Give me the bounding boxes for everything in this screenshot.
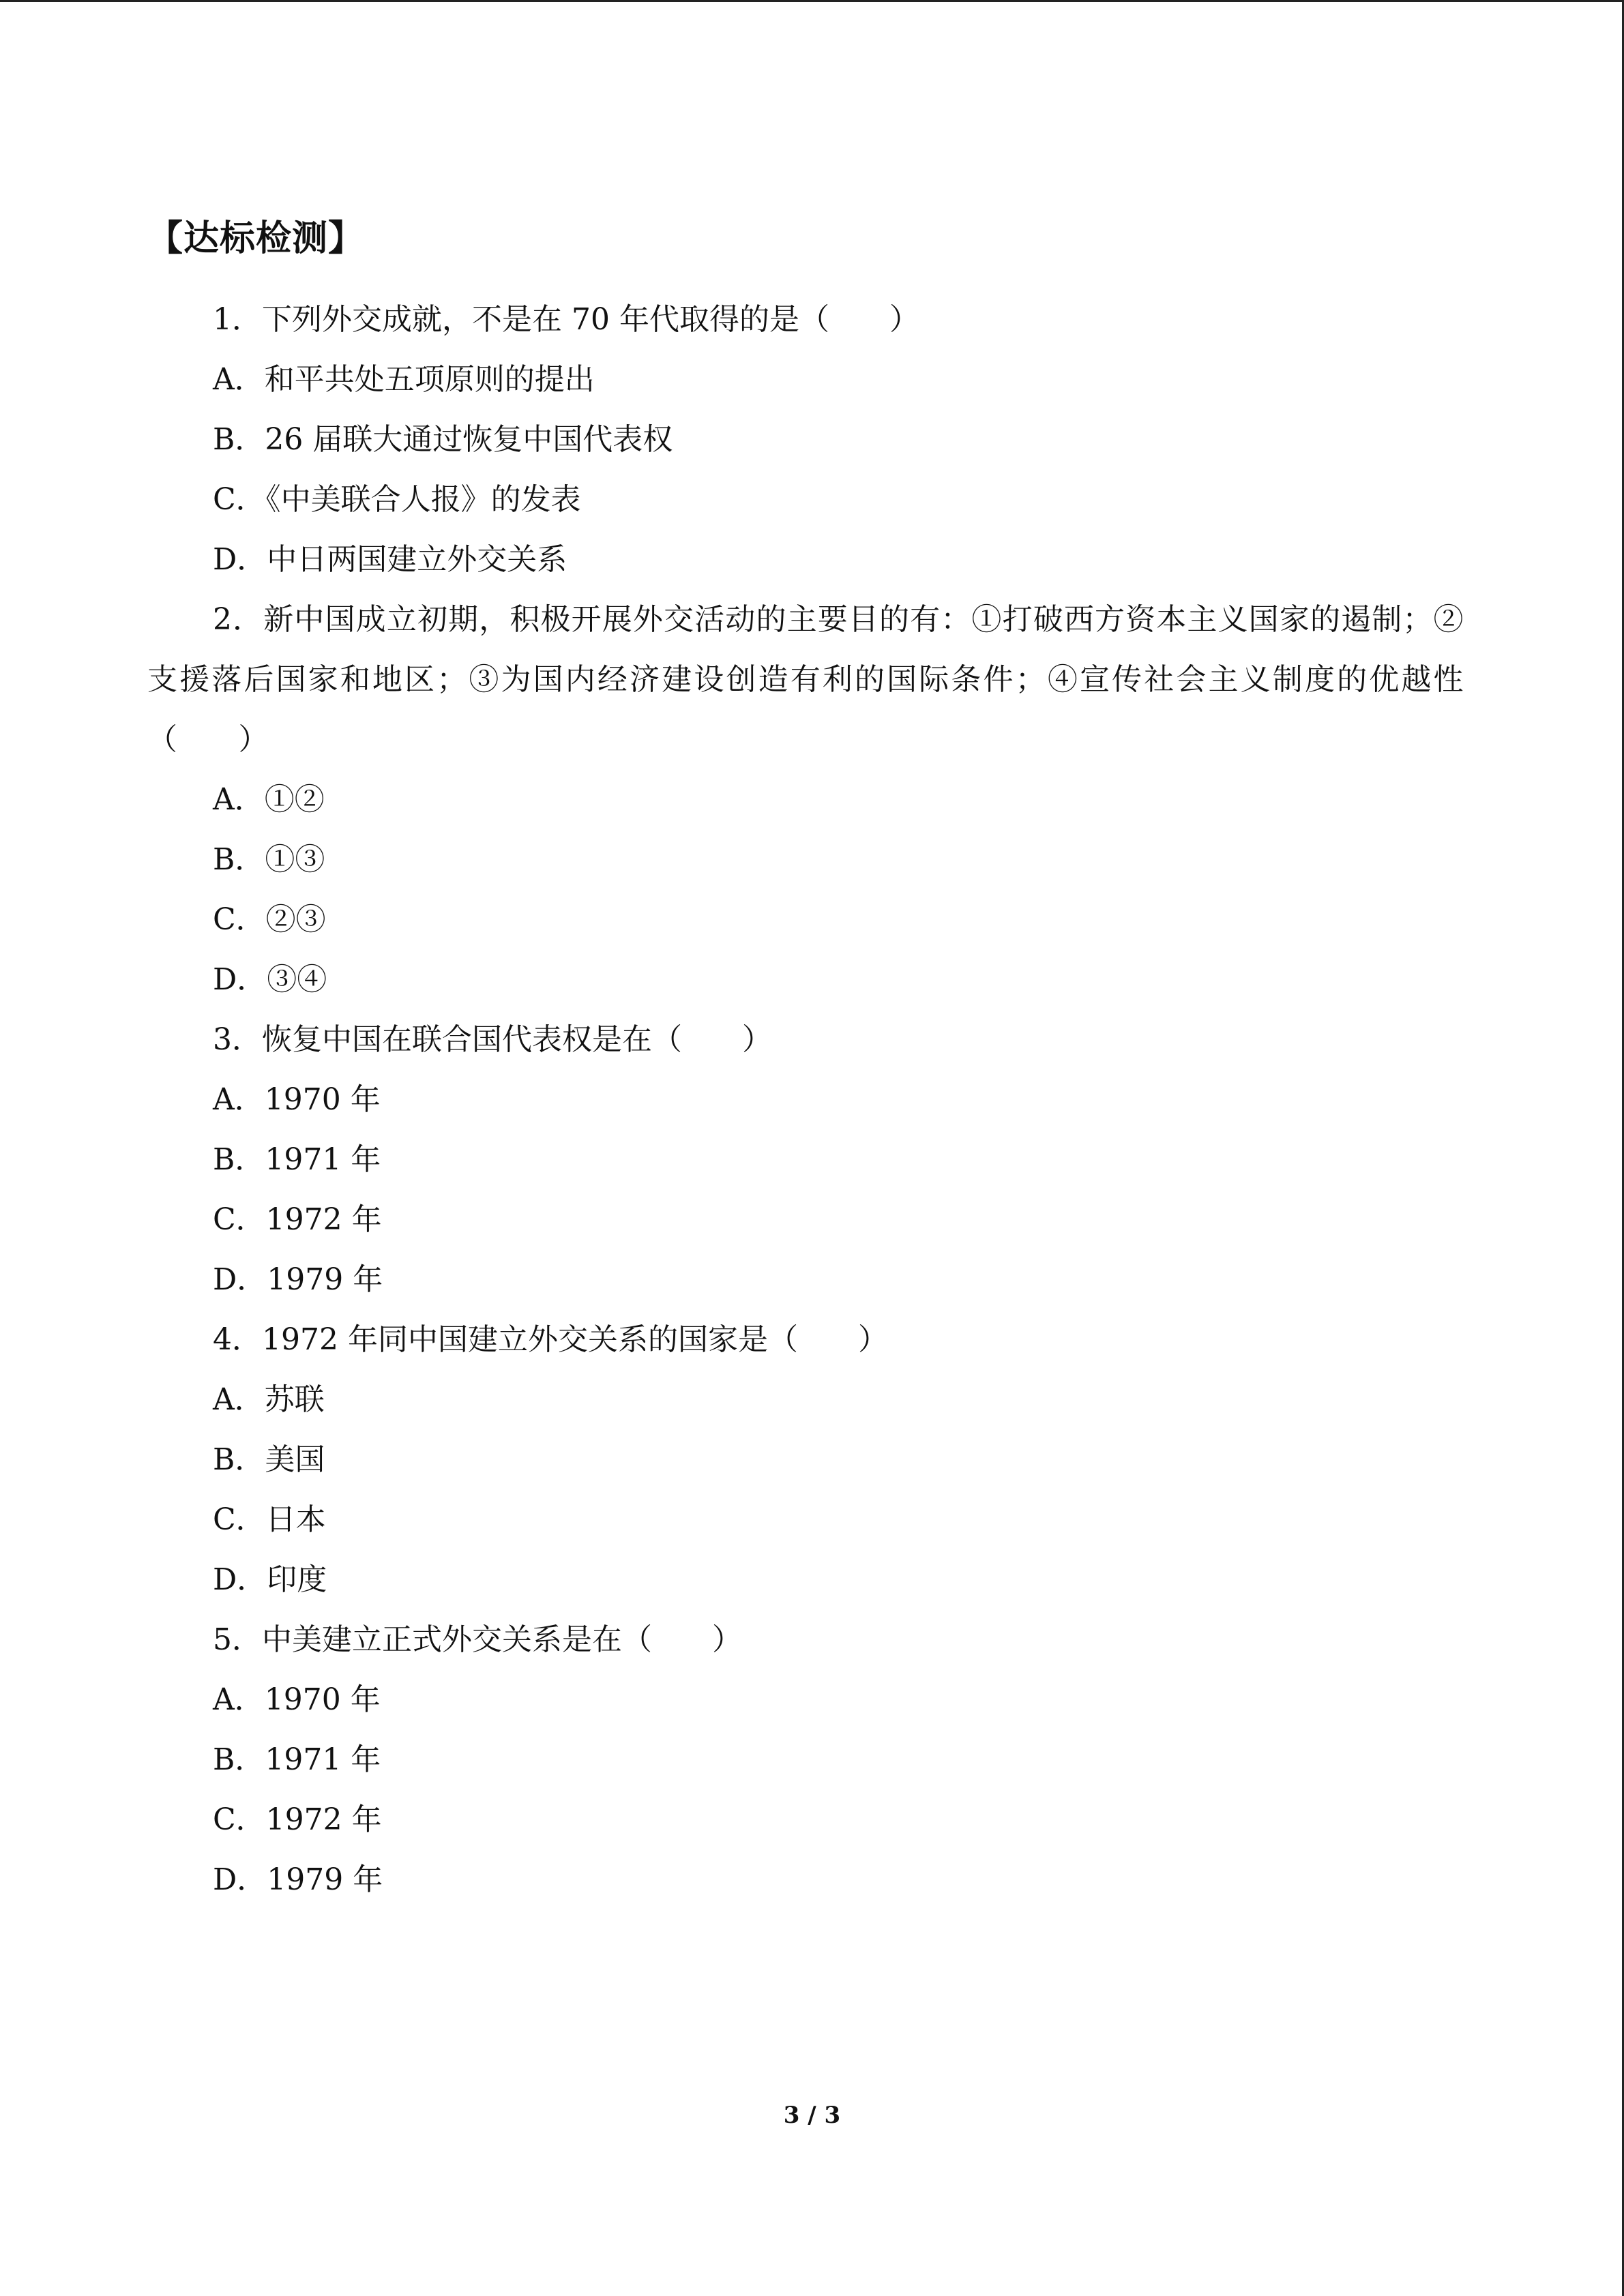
question-list [147,290,1464,1910]
option-c: C．1972 年 [213,1202,382,1237]
option-b: B．26 届联大通过恢复中国代表权 [213,422,673,457]
question-2 [147,590,1464,1010]
question-1 [147,290,1464,590]
option-d: D．中日两国建立外交关系 [213,542,567,577]
option-a: A．1970 年 [213,1682,381,1717]
question-stem: 3．恢复中国在联合国代表权是在（ ） [213,1022,772,1057]
option-a: A．①② [213,782,325,817]
option-b: B．①③ [213,842,325,877]
option-d: D．印度 [213,1562,327,1597]
option-c: C．1972 年 [213,1802,382,1837]
page-number: 3 / 3 [783,2102,841,2129]
question-3 [147,1010,1464,1310]
option-b: B．美国 [213,1442,325,1477]
question-4 [147,1310,1464,1610]
option-c: C．②③ [213,902,326,937]
option-d: D．③④ [213,962,327,997]
question-stem: 1．下列外交成就，不是在 70 年代取得的是（ ） [213,302,919,337]
question-stem: 4．1972 年同中国建立外交关系的国家是（ ） [213,1322,888,1357]
section-title: 【达标检测】 [147,218,365,259]
question-stem: 2．新中国成立初期，积极开展外交活动的主要目的有：①打破西方资本主义国家的遏制；②支援落后国家和地区；③为国内经济建设创造有利的国际条件；④宣传社会主义制度的优越性（ ） [147,602,1464,757]
option-c: C．《中美联合人报》的发表 [213,482,581,517]
option-b: B．1971 年 [213,1742,381,1777]
option-a: A．1970 年 [213,1082,381,1117]
option-b: B．1971 年 [213,1142,381,1177]
question-5 [147,1610,1464,1910]
question-stem: 5．中美建立正式外交关系是在（ ） [213,1622,742,1657]
option-d: D．1979 年 [213,1262,383,1297]
page-border-top [0,0,1624,2]
option-a: A．和平共处五项原则的提出 [213,362,595,397]
option-d: D．1979 年 [213,1862,383,1897]
option-c: C．日本 [213,1502,326,1537]
option-a: A．苏联 [213,1382,325,1417]
